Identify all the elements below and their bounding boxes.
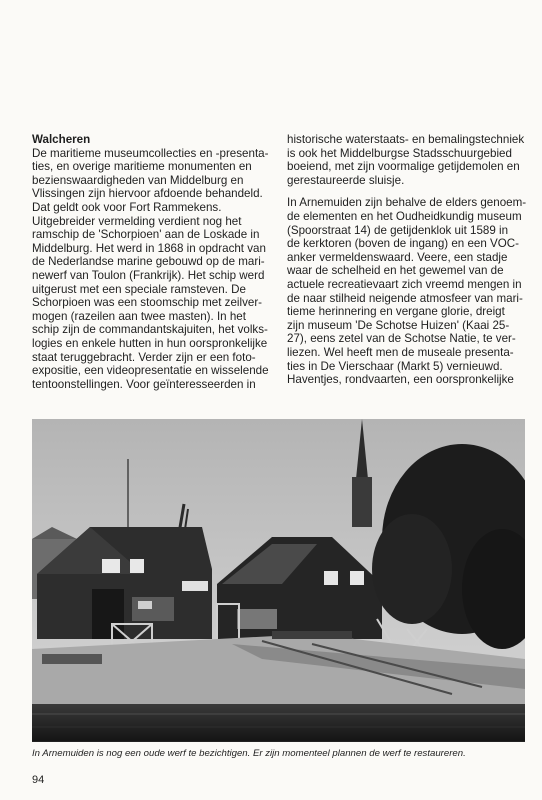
text-line: Uitgebreider vermelding verdient nog het xyxy=(32,214,242,228)
shipyard-photo xyxy=(32,419,525,742)
text-line: De maritieme museumcollecties en -presenta- xyxy=(32,146,269,160)
right-column xyxy=(287,133,525,387)
text-line: actuele recreatievaart zich vreemd mengen in xyxy=(287,277,522,291)
page-number: 94 xyxy=(32,774,45,786)
text-line: is ook het Middelburgse Stadsschuurgebied xyxy=(287,146,512,160)
text-line: newerf van Toulon (Frankrijk). Het schip werd xyxy=(32,268,265,282)
section-heading: Walcheren xyxy=(32,133,91,146)
text-line: liezen. Wel heeft men de museale presenta- xyxy=(287,345,514,359)
text-line: schip zijn de commandantskajuiten, het volks- xyxy=(32,323,268,337)
photo-caption: In Arnemuiden is nog een oude werf te bezichtigen. Er zijn momenteel plannen de werf te restaureren. xyxy=(32,748,466,759)
text-line: boeiend, met zijn voormalige getijdemolen en xyxy=(287,160,520,174)
text-line: historische waterstaats- en bemalingstechniek xyxy=(287,133,525,146)
text-line: ramschip de 'Schorpioen' aan de Loskade in xyxy=(32,228,260,242)
text-line: zijn museum 'De Schotse Huizen' (Kaai 25- xyxy=(287,318,510,332)
text-line: tentoonstellingen. Voor geïnteresseerden in xyxy=(32,377,256,391)
text-line: de Nederlandse marine gebouwd op de mari- xyxy=(32,255,265,269)
text-line: de kerktoren (boven de ingang) en een VOC- xyxy=(287,237,520,251)
left-column xyxy=(32,133,268,391)
text-line: expositie, een videopresentatie en wisselende xyxy=(32,364,269,378)
text-line: bezienswaardigheden van Middelburg en xyxy=(32,173,244,187)
text-line: staat teruggebracht. Verder zijn er een foto- xyxy=(32,350,256,364)
text-line: ties in De Vierschaar (Markt 5) vernieuwd. xyxy=(287,359,503,373)
text-line: anker vermeldenswaard. Veere, een stadje xyxy=(287,250,508,264)
text-line: ties, en overige maritieme monumenten en xyxy=(32,160,252,174)
text-line: uitgerust met een speciale ramsteven. De xyxy=(32,282,246,296)
text-line: 27), eens zetel van de Schotse Natie, te ver- xyxy=(287,332,516,346)
text-line: waar de schelheid en het gewemel van de xyxy=(287,264,504,278)
text-line: Vlissingen zijn hiervoor afdoende behandeld. xyxy=(32,187,263,201)
text-line: logies en enkele hutten in hun oorspronkelijke xyxy=(32,336,268,350)
text-line: tieme herinnering en vergane glorie, dreigt xyxy=(287,305,505,319)
text-line: (Spoorstraat 14) de getijdenklok uit 1589 in xyxy=(287,223,509,237)
text-line: Dat geldt ook voor Fort Rammekens. xyxy=(32,200,222,214)
paragraph-gap xyxy=(287,187,525,196)
text-line: In Arnemuiden zijn behalve de elders genoem- xyxy=(287,196,527,210)
text-line: Middelburg. Het werd in 1868 in opdracht van xyxy=(32,241,266,255)
text-line: mogen (razeilen aan twee masten). In het xyxy=(32,309,246,323)
shipyard-photo-illustration xyxy=(32,419,525,741)
text-line: Schorpioen was een stoomschip met zeilver- xyxy=(32,296,263,310)
text-line: de naar stilheid neigende atmosfeer van mari- xyxy=(287,291,523,305)
text-line: gerestaureerde sluisje. xyxy=(287,173,405,187)
text-line: Haventjes, rondvaarten, een oorspronkelijke xyxy=(287,373,514,387)
text-line: de elementen en het Oudheidkundig museum xyxy=(287,209,522,223)
